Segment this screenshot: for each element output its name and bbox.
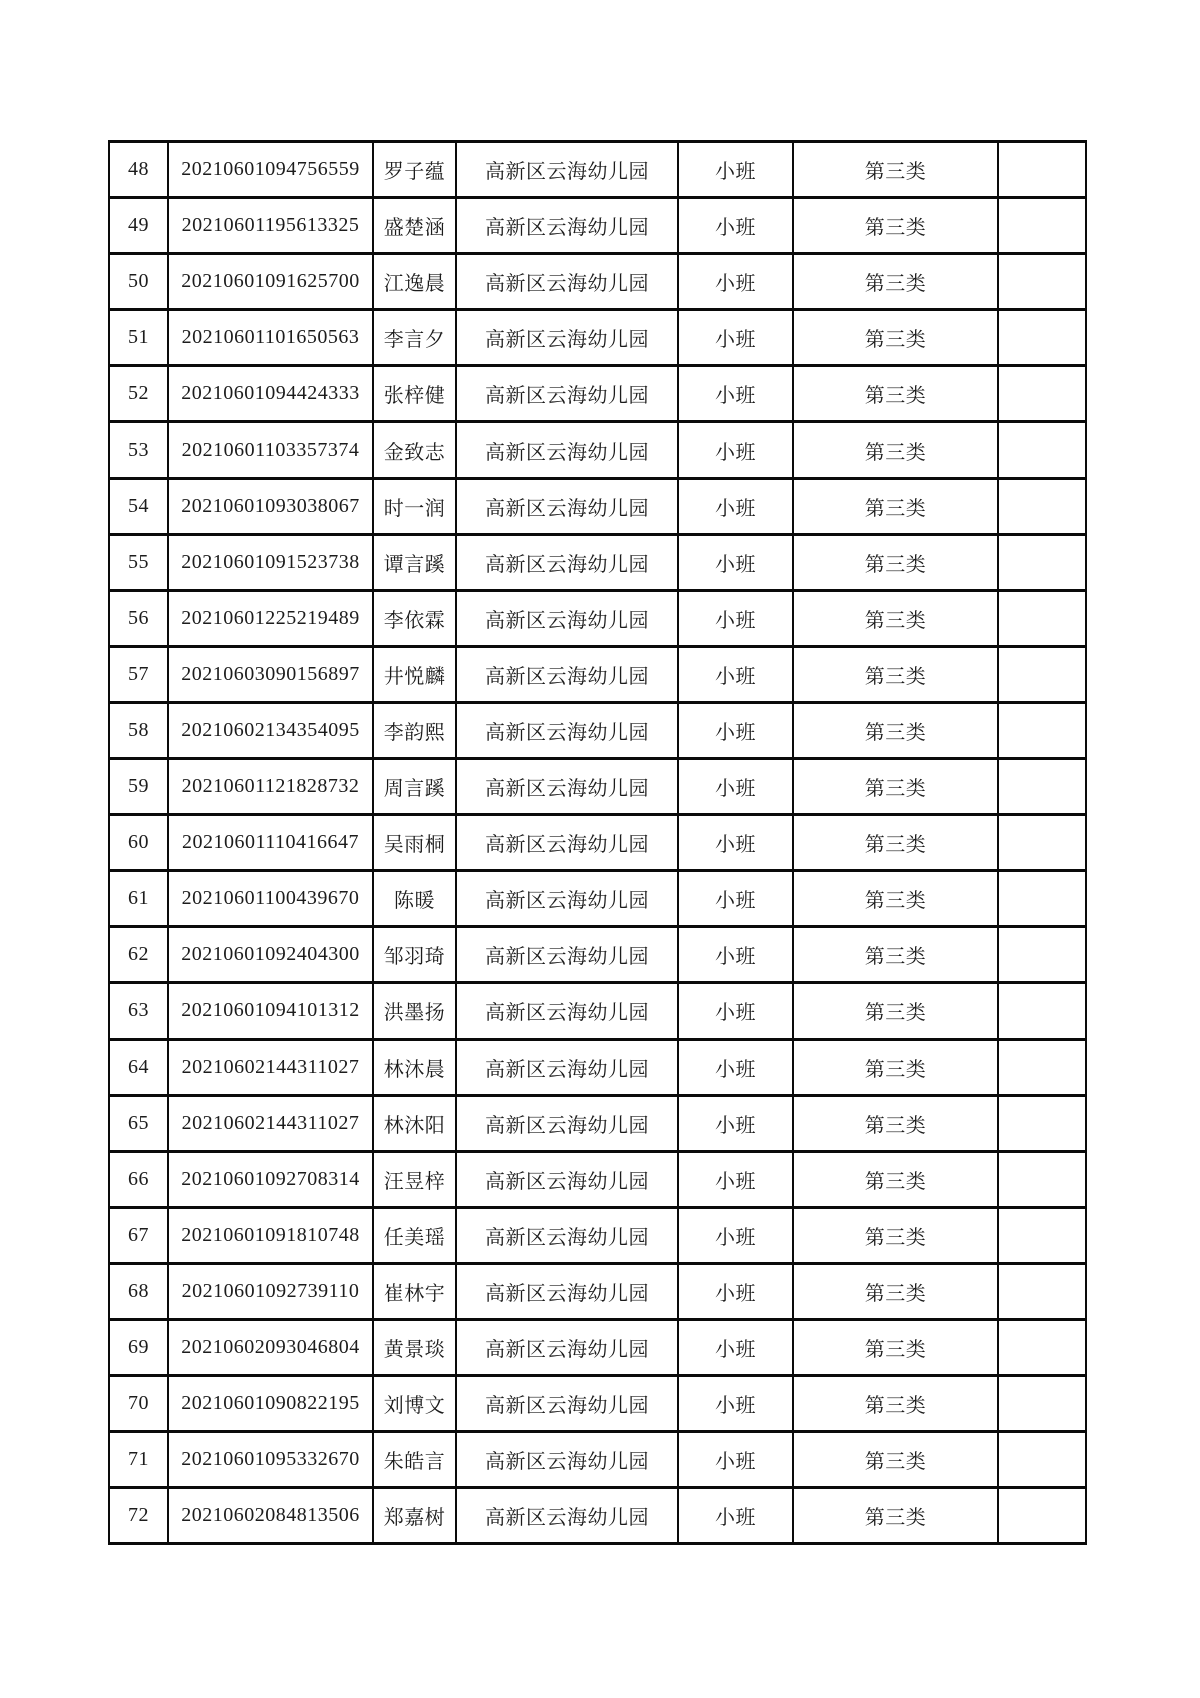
- category-cell: 第三类: [793, 1207, 998, 1263]
- remark-cell: [998, 590, 1086, 646]
- class-level-cell: 小班: [678, 198, 793, 254]
- category-cell: 第三类: [793, 366, 998, 422]
- class-level-cell: 小班: [678, 1432, 793, 1488]
- category-cell: 第三类: [793, 1263, 998, 1319]
- application-id-cell: 20210601101650563: [168, 310, 373, 366]
- student-name-cell: 金致志: [373, 422, 456, 478]
- student-name-cell: 罗子蕴: [373, 142, 456, 198]
- table-row: [109, 142, 1086, 198]
- class-level-cell: 小班: [678, 1207, 793, 1263]
- kindergarten-name-cell: 高新区云海幼儿园: [456, 142, 678, 198]
- kindergarten-name-cell: 高新区云海幼儿园: [456, 1207, 678, 1263]
- serial-number-cell: 50: [109, 254, 168, 310]
- table-row: [109, 1376, 1086, 1432]
- application-id-cell: 20210601091625700: [168, 254, 373, 310]
- serial-number-cell: 53: [109, 422, 168, 478]
- kindergarten-name-cell: 高新区云海幼儿园: [456, 310, 678, 366]
- class-level-cell: 小班: [678, 702, 793, 758]
- student-name-cell: 林沐阳: [373, 1095, 456, 1151]
- remark-cell: [998, 1319, 1086, 1375]
- student-name-cell: 井悦麟: [373, 646, 456, 702]
- kindergarten-name-cell: 高新区云海幼儿园: [456, 815, 678, 871]
- remark-cell: [998, 702, 1086, 758]
- kindergarten-name-cell: 高新区云海幼儿园: [456, 983, 678, 1039]
- kindergarten-name-cell: 高新区云海幼儿园: [456, 1432, 678, 1488]
- application-id-cell: 20210601094101312: [168, 983, 373, 1039]
- category-cell: 第三类: [793, 590, 998, 646]
- table-row: [109, 702, 1086, 758]
- serial-number-cell: 55: [109, 534, 168, 590]
- category-cell: 第三类: [793, 983, 998, 1039]
- serial-number-cell: 65: [109, 1095, 168, 1151]
- remark-cell: [998, 646, 1086, 702]
- application-id-cell: 20210601092739110: [168, 1263, 373, 1319]
- student-name-cell: 邹羽琦: [373, 927, 456, 983]
- student-name-cell: 时一润: [373, 478, 456, 534]
- application-id-cell: 20210601195613325: [168, 198, 373, 254]
- application-id-cell: 20210601110416647: [168, 815, 373, 871]
- remark-cell: [998, 1432, 1086, 1488]
- serial-number-cell: 64: [109, 1039, 168, 1095]
- class-level-cell: 小班: [678, 142, 793, 198]
- kindergarten-name-cell: 高新区云海幼儿园: [456, 1039, 678, 1095]
- kindergarten-name-cell: 高新区云海幼儿园: [456, 366, 678, 422]
- table-row: [109, 422, 1086, 478]
- student-name-cell: 盛楚涵: [373, 198, 456, 254]
- class-level-cell: 小班: [678, 1488, 793, 1544]
- serial-number-cell: 69: [109, 1319, 168, 1375]
- remark-cell: [998, 366, 1086, 422]
- category-cell: 第三类: [793, 702, 998, 758]
- table-row: [109, 1319, 1086, 1375]
- kindergarten-name-cell: 高新区云海幼儿园: [456, 702, 678, 758]
- application-id-cell: 20210601091523738: [168, 534, 373, 590]
- category-cell: 第三类: [793, 1376, 998, 1432]
- table-row: [109, 1095, 1086, 1151]
- serial-number-cell: 60: [109, 815, 168, 871]
- kindergarten-name-cell: 高新区云海幼儿园: [456, 759, 678, 815]
- remark-cell: [998, 198, 1086, 254]
- category-cell: 第三类: [793, 646, 998, 702]
- application-id-cell: 20210602093046804: [168, 1319, 373, 1375]
- class-level-cell: 小班: [678, 422, 793, 478]
- student-name-cell: 任美瑶: [373, 1207, 456, 1263]
- class-level-cell: 小班: [678, 1376, 793, 1432]
- serial-number-cell: 59: [109, 759, 168, 815]
- class-level-cell: 小班: [678, 815, 793, 871]
- remark-cell: [998, 1095, 1086, 1151]
- table-row: [109, 478, 1086, 534]
- serial-number-cell: 72: [109, 1488, 168, 1544]
- application-id-cell: 20210601225219489: [168, 590, 373, 646]
- remark-cell: [998, 1039, 1086, 1095]
- table-row: [109, 927, 1086, 983]
- serial-number-cell: 49: [109, 198, 168, 254]
- remark-cell: [998, 310, 1086, 366]
- student-name-cell: 周言蹊: [373, 759, 456, 815]
- remark-cell: [998, 1151, 1086, 1207]
- serial-number-cell: 62: [109, 927, 168, 983]
- category-cell: 第三类: [793, 198, 998, 254]
- kindergarten-name-cell: 高新区云海幼儿园: [456, 1376, 678, 1432]
- class-level-cell: 小班: [678, 310, 793, 366]
- kindergarten-name-cell: 高新区云海幼儿园: [456, 1151, 678, 1207]
- serial-number-cell: 68: [109, 1263, 168, 1319]
- remark-cell: [998, 254, 1086, 310]
- remark-cell: [998, 534, 1086, 590]
- kindergarten-name-cell: 高新区云海幼儿园: [456, 1263, 678, 1319]
- class-level-cell: 小班: [678, 927, 793, 983]
- table-row: [109, 1488, 1086, 1544]
- remark-cell: [998, 871, 1086, 927]
- kindergarten-name-cell: 高新区云海幼儿园: [456, 871, 678, 927]
- student-name-cell: 汪昱梓: [373, 1151, 456, 1207]
- remark-cell: [998, 759, 1086, 815]
- student-name-cell: 林沐晨: [373, 1039, 456, 1095]
- category-cell: 第三类: [793, 478, 998, 534]
- table-row: [109, 198, 1086, 254]
- student-name-cell: 江逸晨: [373, 254, 456, 310]
- kindergarten-name-cell: 高新区云海幼儿园: [456, 198, 678, 254]
- kindergarten-name-cell: 高新区云海幼儿园: [456, 1488, 678, 1544]
- table-row: [109, 590, 1086, 646]
- serial-number-cell: 56: [109, 590, 168, 646]
- application-id-cell: 20210602134354095: [168, 702, 373, 758]
- table-row: [109, 646, 1086, 702]
- application-id-cell: 20210601092404300: [168, 927, 373, 983]
- application-id-cell: 20210601094756559: [168, 142, 373, 198]
- table-row: [109, 1207, 1086, 1263]
- class-level-cell: 小班: [678, 983, 793, 1039]
- student-name-cell: 李言夕: [373, 310, 456, 366]
- serial-number-cell: 61: [109, 871, 168, 927]
- category-cell: 第三类: [793, 1319, 998, 1375]
- student-name-cell: 张梓健: [373, 366, 456, 422]
- student-name-cell: 吴雨桐: [373, 815, 456, 871]
- kindergarten-name-cell: 高新区云海幼儿园: [456, 590, 678, 646]
- kindergarten-name-cell: 高新区云海幼儿园: [456, 422, 678, 478]
- category-cell: 第三类: [793, 310, 998, 366]
- category-cell: 第三类: [793, 1488, 998, 1544]
- table-row: [109, 366, 1086, 422]
- table-row: [109, 534, 1086, 590]
- category-cell: 第三类: [793, 422, 998, 478]
- student-name-cell: 黄景琰: [373, 1319, 456, 1375]
- student-name-cell: 郑嘉树: [373, 1488, 456, 1544]
- class-level-cell: 小班: [678, 1095, 793, 1151]
- category-cell: 第三类: [793, 1039, 998, 1095]
- serial-number-cell: 57: [109, 646, 168, 702]
- class-level-cell: 小班: [678, 759, 793, 815]
- class-level-cell: 小班: [678, 254, 793, 310]
- application-id-cell: 20210601103357374: [168, 422, 373, 478]
- table-row: [109, 1039, 1086, 1095]
- student-name-cell: 李依霖: [373, 590, 456, 646]
- student-name-cell: 李韵熙: [373, 702, 456, 758]
- remark-cell: [998, 1207, 1086, 1263]
- table-row: [109, 759, 1086, 815]
- remark-cell: [998, 815, 1086, 871]
- student-name-cell: 朱皓言: [373, 1432, 456, 1488]
- application-id-cell: 20210601121828732: [168, 759, 373, 815]
- kindergarten-name-cell: 高新区云海幼儿园: [456, 1095, 678, 1151]
- category-cell: 第三类: [793, 815, 998, 871]
- category-cell: 第三类: [793, 759, 998, 815]
- remark-cell: [998, 1376, 1086, 1432]
- class-level-cell: 小班: [678, 1039, 793, 1095]
- class-level-cell: 小班: [678, 366, 793, 422]
- class-level-cell: 小班: [678, 646, 793, 702]
- class-level-cell: 小班: [678, 590, 793, 646]
- student-name-cell: 陈暖: [373, 871, 456, 927]
- student-name-cell: 崔林宇: [373, 1263, 456, 1319]
- remark-cell: [998, 478, 1086, 534]
- remark-cell: [998, 1263, 1086, 1319]
- serial-number-cell: 54: [109, 478, 168, 534]
- table-row: [109, 815, 1086, 871]
- table-row: [109, 983, 1086, 1039]
- class-level-cell: 小班: [678, 1151, 793, 1207]
- kindergarten-name-cell: 高新区云海幼儿园: [456, 646, 678, 702]
- class-level-cell: 小班: [678, 478, 793, 534]
- application-id-cell: 20210601095332670: [168, 1432, 373, 1488]
- category-cell: 第三类: [793, 927, 998, 983]
- kindergarten-name-cell: 高新区云海幼儿园: [456, 534, 678, 590]
- category-cell: 第三类: [793, 1432, 998, 1488]
- table-row: [109, 254, 1086, 310]
- remark-cell: [998, 983, 1086, 1039]
- table-row: [109, 1151, 1086, 1207]
- table-row: [109, 871, 1086, 927]
- application-id-cell: 20210601100439670: [168, 871, 373, 927]
- serial-number-cell: 52: [109, 366, 168, 422]
- student-name-cell: 谭言蹊: [373, 534, 456, 590]
- application-id-cell: 20210601090822195: [168, 1376, 373, 1432]
- category-cell: 第三类: [793, 534, 998, 590]
- serial-number-cell: 67: [109, 1207, 168, 1263]
- category-cell: 第三类: [793, 1151, 998, 1207]
- class-level-cell: 小班: [678, 1263, 793, 1319]
- application-id-cell: 20210601094424333: [168, 366, 373, 422]
- class-level-cell: 小班: [678, 534, 793, 590]
- serial-number-cell: 71: [109, 1432, 168, 1488]
- table-row: [109, 310, 1086, 366]
- remark-cell: [998, 142, 1086, 198]
- student-name-cell: 洪墨扬: [373, 983, 456, 1039]
- table-body: [109, 142, 1086, 1544]
- serial-number-cell: 70: [109, 1376, 168, 1432]
- remark-cell: [998, 927, 1086, 983]
- application-id-cell: 20210601092708314: [168, 1151, 373, 1207]
- category-cell: 第三类: [793, 254, 998, 310]
- category-cell: 第三类: [793, 142, 998, 198]
- serial-number-cell: 51: [109, 310, 168, 366]
- kindergarten-name-cell: 高新区云海幼儿园: [456, 478, 678, 534]
- student-name-cell: 刘博文: [373, 1376, 456, 1432]
- serial-number-cell: 63: [109, 983, 168, 1039]
- kindergarten-name-cell: 高新区云海幼儿园: [456, 1319, 678, 1375]
- serial-number-cell: 48: [109, 142, 168, 198]
- kindergarten-name-cell: 高新区云海幼儿园: [456, 254, 678, 310]
- application-id-cell: 20210602084813506: [168, 1488, 373, 1544]
- application-id-cell: 20210602144311027: [168, 1039, 373, 1095]
- remark-cell: [998, 422, 1086, 478]
- serial-number-cell: 58: [109, 702, 168, 758]
- table-row: [109, 1263, 1086, 1319]
- application-id-cell: 20210601093038067: [168, 478, 373, 534]
- category-cell: 第三类: [793, 871, 998, 927]
- remark-cell: [998, 1488, 1086, 1544]
- class-level-cell: 小班: [678, 1319, 793, 1375]
- kindergarten-name-cell: 高新区云海幼儿园: [456, 927, 678, 983]
- application-id-cell: 20210603090156897: [168, 646, 373, 702]
- application-id-cell: 20210601091810748: [168, 1207, 373, 1263]
- table-row: [109, 1432, 1086, 1488]
- category-cell: 第三类: [793, 1095, 998, 1151]
- application-id-cell: 20210602144311027: [168, 1095, 373, 1151]
- serial-number-cell: 66: [109, 1151, 168, 1207]
- class-level-cell: 小班: [678, 871, 793, 927]
- kindergarten-admission-table: [108, 140, 1087, 1545]
